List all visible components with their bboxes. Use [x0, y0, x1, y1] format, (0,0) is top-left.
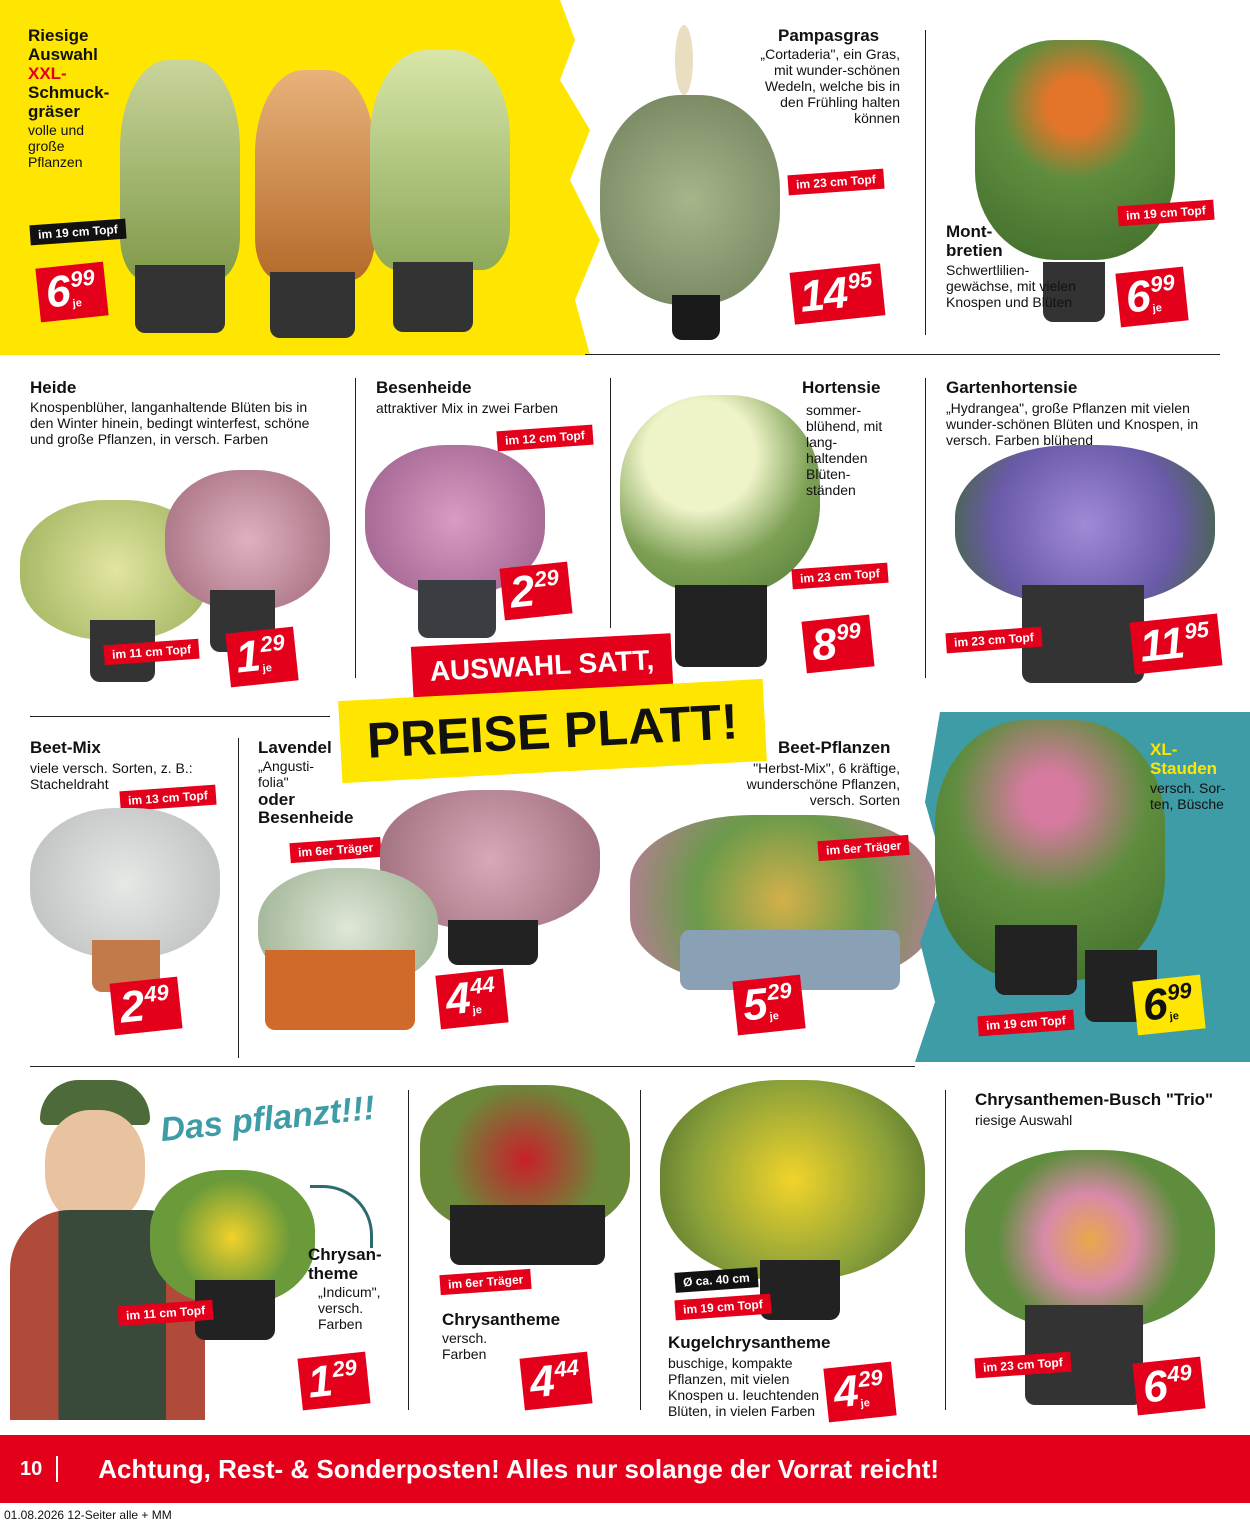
pampas-price: [790, 263, 886, 324]
pampas-desc: „Cortaderia", ein Gras, mit wunder-schönen Wedeln, welche bis in den Frühling halten können: [760, 46, 900, 126]
footer-bar: [0, 1435, 1250, 1503]
footer-small-print: 01.08.2026 12-Seiter alle + MM: [4, 1508, 172, 1522]
kugel-price-main: 4: [831, 1366, 860, 1418]
chrys-price-cents: 44: [552, 1354, 580, 1383]
chrys-price: [519, 1352, 592, 1411]
chrys-pot-tag: im 6er Träger: [439, 1269, 532, 1295]
montbretien-desc: Schwertlilien-gewächse, mit vielen Knospen und Blüten: [946, 262, 1076, 310]
kugel-title: Kugelchrysantheme: [668, 1333, 831, 1352]
besenheide-price-cents: 29: [532, 564, 560, 593]
chrys-title: Chrysantheme: [442, 1310, 561, 1329]
kugel-desc: buschige, kompakte Pflanzen, mit vielen Knospen u. leuchtenden Blüten, in vielen Farben: [668, 1355, 820, 1419]
grasses-title: [28, 26, 138, 121]
kugel-price-je: je: [860, 1397, 871, 1410]
kugel-size-tag: Ø ca. 40 cm: [674, 1267, 758, 1293]
besenheide-desc: attraktiver Mix in zwei Farben: [376, 400, 559, 416]
chrys-indicum-desc: „Indicum", versch. Farben: [318, 1284, 381, 1332]
pampas-pot-tag: im 23 cm Topf: [787, 169, 884, 196]
page-number: 10: [20, 1457, 43, 1480]
footer-text: Achtung, Rest- & Sonderposten! Alles nur solange der Vorrat reicht!: [98, 1453, 940, 1484]
chrys-desc: versch. Farben: [442, 1330, 488, 1362]
beetpflanzen-desc: "Herbst-Mix", 6 kräftige, wunderschöne Pflanzen, versch. Sorten: [746, 760, 900, 808]
beetpflanzen-price-je: je: [769, 1010, 780, 1023]
stauden-title: [1150, 740, 1217, 778]
beetmix-desc: viele versch. Sorten, z. B.: Stacheldraht: [30, 760, 193, 792]
trio-price-cents: 49: [1165, 1359, 1193, 1388]
divider-row1: [585, 354, 1220, 355]
grasses-price-main: 6: [43, 266, 72, 318]
kugel-price: [823, 1362, 896, 1423]
besenheide-title: Besenheide: [376, 378, 472, 397]
stauden-desc: versch. Sor-ten, Büsche: [1150, 780, 1226, 812]
heide-pot-tag: im 11 cm Topf: [103, 639, 199, 666]
trio-title: Chrysanthemen-Busch "Trio": [975, 1090, 1214, 1109]
grasses-pot-tag: im 19 cm Topf: [29, 219, 126, 246]
heide-price-cents: 29: [258, 629, 286, 658]
kugel-price-cents: 29: [856, 1364, 884, 1393]
lavendel-title: Lavendel: [258, 738, 332, 757]
grasses-price-cents: 99: [68, 264, 96, 293]
pampas-title: Pampasgras: [778, 26, 880, 45]
chrys-indicum-price-main: 1: [305, 1356, 335, 1408]
besenheide-pot-tag: im 12 cm Topf: [496, 425, 593, 452]
stauden-price-main: 6: [1140, 979, 1169, 1031]
stauden-title-line2: Stauden: [1150, 759, 1218, 778]
heide-price: [225, 627, 298, 688]
hortensie-price: [801, 615, 874, 674]
besenheide-price-main: 2: [507, 566, 537, 618]
gartenhortensie-pot-tag: im 23 cm Topf: [945, 627, 1042, 654]
hortensie-pot-tag: im 23 cm Topf: [791, 563, 888, 590]
grasses-title-line: Riesige Auswahl: [28, 26, 98, 64]
chrys-indicum-pot-tag: im 11 cm Topf: [117, 1300, 213, 1327]
stauden-price-cents: 99: [1165, 977, 1193, 1006]
grasses-title-line2: Schmuck-gräser: [28, 83, 110, 121]
divider-row2-a: [355, 378, 356, 678]
beetmix-price-cents: 49: [142, 979, 170, 1008]
grasses-desc: volle und große Pflanzen: [28, 122, 85, 170]
lavendel-price-je: je: [472, 1004, 483, 1017]
lavendel-price: [435, 969, 508, 1030]
heide-desc: Knospenblüher, langanhaltende Blüten bis in den Winter hinein, bedingt winterfest, schöne und große Pflanzen, in versch. Farben: [30, 399, 310, 447]
grasses-accent: XXL-: [28, 64, 67, 83]
grasses-price: [35, 262, 108, 323]
banner-line2: [338, 679, 767, 783]
lavendel-desc: „Angusti-folia": [258, 758, 315, 790]
arrow-icon: [310, 1185, 373, 1248]
montbretien-price: [1115, 267, 1188, 328]
divider-row2-c: [925, 378, 926, 678]
stauden-pot-tag: im 19 cm Topf: [977, 1010, 1074, 1037]
heide-title: Heide: [30, 378, 77, 397]
banner-line1-text: AUSWAHL SATT,: [429, 644, 655, 687]
besenheide-price: [499, 562, 572, 621]
montbretien-price-je: je: [1152, 302, 1163, 315]
gartenhortensie-desc: „Hydrangea", große Pflanzen mit vielen wunder-schönen Blüten und Knospen, in versch. Farben blühend: [946, 400, 1199, 448]
beetpflanzen-title: Beet-Pflanzen: [778, 738, 891, 757]
hortensie-price-main: 8: [809, 619, 839, 671]
divider-top-right: [925, 30, 926, 335]
trio-price-main: 6: [1140, 1361, 1170, 1413]
montbretien-price-cents: 99: [1148, 269, 1176, 298]
beetmix-price: [109, 977, 182, 1036]
lavendel-price-main: 4: [443, 973, 472, 1025]
trio-desc: riesige Auswahl: [975, 1112, 1073, 1128]
chrys-indicum-price-cents: 29: [330, 1354, 358, 1383]
chrys-indicum-price: [297, 1352, 370, 1411]
stauden-price-je: je: [1169, 1010, 1180, 1023]
gartenhortensie-price: [1130, 614, 1223, 675]
chrys-indicum-title: Chrysan-theme: [308, 1245, 382, 1283]
montbretien-pot-tag: im 19 cm Topf: [1117, 200, 1214, 227]
hortensie-desc: sommer-blühend, mit lang-haltenden Blüten-ständen: [806, 402, 883, 498]
pampas-price-main: 14: [797, 268, 850, 322]
divider-row4-a: [408, 1090, 409, 1410]
gartenhortensie-price-main: 11: [1137, 618, 1187, 672]
banner-line2-text: PREISE PLATT!: [365, 693, 740, 769]
grasses-price-je: je: [72, 297, 83, 310]
pampas-price-cents: 95: [846, 266, 874, 294]
stauden-price: [1132, 975, 1205, 1036]
trio-pot-tag: im 23 cm Topf: [974, 1352, 1071, 1379]
lavendel-or: oder: [258, 790, 295, 809]
montbretien-price-main: 6: [1123, 271, 1152, 323]
hortensie-title: Hortensie: [802, 378, 881, 397]
footer-separator: [56, 1456, 58, 1482]
heide-price-main: 1: [233, 631, 262, 683]
montbretien-title: Mont-bretien: [946, 222, 1003, 260]
slogan: Das pflanzt!!!: [158, 1088, 377, 1150]
beetpflanzen-price: [732, 975, 805, 1036]
divider-row4-c: [945, 1090, 946, 1410]
divider-row2-b: [610, 378, 611, 628]
beetmix-title: Beet-Mix: [30, 738, 101, 757]
divider-row3-bottom: [30, 1066, 915, 1067]
hortensie-price-cents: 99: [834, 617, 862, 646]
beetmix-pot-tag: im 13 cm Topf: [119, 785, 216, 812]
lavendel-title2: Besenheide: [258, 808, 354, 827]
beetpflanzen-price-main: 5: [740, 979, 769, 1031]
lavendel-pot-tag: im 6er Träger: [289, 837, 382, 863]
divider-row3-a: [238, 738, 239, 1058]
lavendel-price-cents: 44: [468, 971, 496, 1000]
trio-price: [1132, 1357, 1205, 1416]
gartenhortensie-title: Gartenhortensie: [946, 378, 1078, 397]
beetmix-price-main: 2: [117, 981, 147, 1033]
stauden-title-line: XL-: [1150, 740, 1178, 759]
chrys-price-main: 4: [527, 1356, 557, 1408]
heide-price-je: je: [262, 662, 273, 675]
divider-row2-bottom: [30, 716, 330, 717]
kugel-pot-tag: im 19 cm Topf: [674, 1294, 771, 1321]
divider-row4-b: [640, 1090, 641, 1410]
beetpflanzen-pot-tag: im 6er Träger: [817, 835, 910, 861]
gartenhortensie-price-cents: 95: [1183, 616, 1211, 644]
beetpflanzen-price-cents: 29: [765, 977, 793, 1006]
